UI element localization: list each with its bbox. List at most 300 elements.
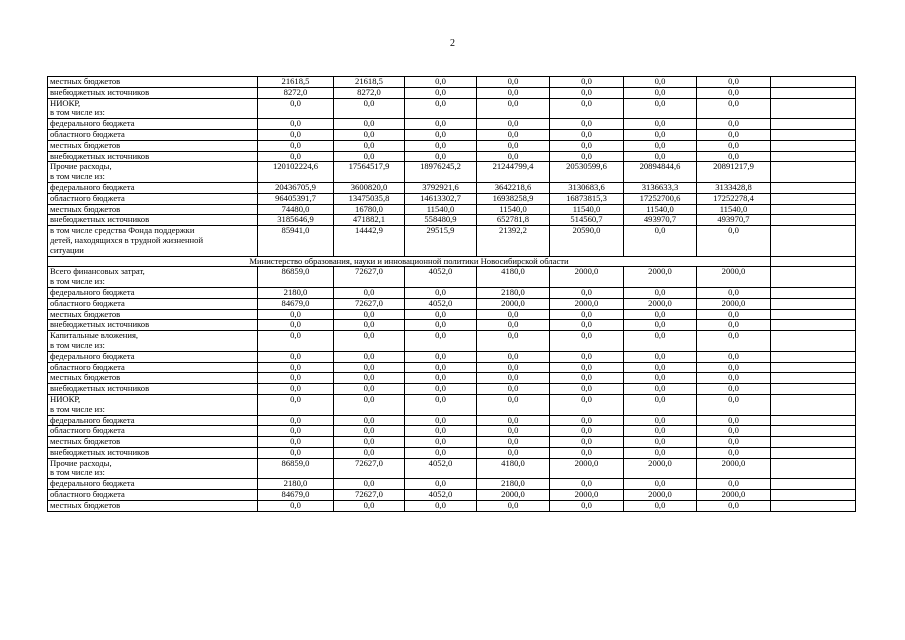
table-row: [48, 490, 856, 501]
row-label-line: федерального бюджета: [50, 287, 135, 297]
row-label: [48, 129, 258, 140]
table-cell-value: 0,0: [697, 426, 771, 437]
table-cell-extra: [771, 182, 856, 193]
table-cell-value: 0,0: [697, 362, 771, 373]
table-row: [48, 87, 856, 98]
table-cell-value: 0,0: [477, 309, 550, 320]
table-cell-value: 0,0: [550, 426, 624, 437]
table-cell-value: 2180,0: [477, 479, 550, 490]
table-cell-value: 0,0: [405, 479, 477, 490]
row-label-line: внебюджетных источников: [50, 447, 150, 457]
table-row: [48, 267, 856, 288]
table-cell-value: 0,0: [697, 500, 771, 511]
row-label-line: детей, находящихся в трудной жизненной: [50, 234, 204, 245]
table-cell-extra: [771, 162, 856, 183]
row-label-line: федерального бюджета: [50, 182, 135, 192]
row-label: [48, 384, 258, 395]
table-cell-value: 0,0: [405, 98, 477, 119]
table-row: [48, 394, 856, 415]
table-cell-value: 0,0: [697, 437, 771, 448]
table-cell-value: 0,0: [405, 129, 477, 140]
table-cell-value: 3133428,8: [697, 182, 771, 193]
row-label: [48, 226, 258, 256]
table-cell-value: 0,0: [550, 373, 624, 384]
table-cell-value: 0,0: [334, 437, 405, 448]
table-cell-value: 0,0: [334, 140, 405, 151]
table-cell-value: 0,0: [405, 373, 477, 384]
table-cell-value: 16873815,3: [550, 193, 624, 204]
table-cell-value: 0,0: [697, 394, 771, 415]
table-cell-value: 0,0: [405, 309, 477, 320]
row-label-line: в том числе из:: [50, 403, 105, 414]
table-cell-value: 0,0: [405, 500, 477, 511]
table-cell-extra: [771, 394, 856, 415]
table-cell-value: 14442,9: [334, 226, 405, 256]
table-cell-value: 14613302,7: [405, 193, 477, 204]
row-label: [48, 215, 258, 226]
table-cell-value: 0,0: [624, 320, 697, 331]
table-cell-value: 0,0: [697, 119, 771, 130]
row-label: [48, 77, 258, 88]
row-label-line: местных бюджетов: [50, 204, 121, 214]
table-cell-value: 21244799,4: [477, 162, 550, 183]
row-label: [48, 182, 258, 193]
table-row: [48, 77, 856, 88]
table-cell-value: 96405391,7: [258, 193, 334, 204]
table-cell-value: 0,0: [477, 384, 550, 395]
table-row: [48, 458, 856, 479]
table-cell-value: 0,0: [258, 320, 334, 331]
table-cell-value: 0,0: [405, 415, 477, 426]
row-label-line: в том числе из:: [50, 276, 105, 287]
table-body-top: [48, 77, 856, 257]
table-cell-value: 11540,0: [550, 204, 624, 215]
table-cell-extra: [771, 87, 856, 98]
table-cell-extra: [771, 331, 856, 352]
table-cell-value: 21618,5: [258, 77, 334, 88]
table-cell-value: 17564517,9: [334, 162, 405, 183]
table-cell-value: 0,0: [477, 373, 550, 384]
table-cell-value: 0,0: [697, 77, 771, 88]
row-label: [48, 426, 258, 437]
table-cell-value: 0,0: [697, 447, 771, 458]
row-label-line: федерального бюджета: [50, 415, 135, 425]
table-cell-value: 0,0: [258, 426, 334, 437]
table-cell-value: 0,0: [550, 500, 624, 511]
table-cell-value: 0,0: [334, 394, 405, 415]
table-cell-value: 0,0: [258, 373, 334, 384]
table-row: [48, 215, 856, 226]
table-cell-value: 0,0: [624, 426, 697, 437]
row-label: [48, 320, 258, 331]
table-cell-value: 0,0: [624, 119, 697, 130]
table-cell-value: 0,0: [405, 320, 477, 331]
table-cell-value: 20894844,6: [624, 162, 697, 183]
row-label: [48, 479, 258, 490]
table-cell-extra: [771, 215, 856, 226]
row-label-line: федерального бюджета: [50, 118, 135, 129]
table-cell-value: 0,0: [405, 287, 477, 298]
table-cell-value: 0,0: [550, 151, 624, 162]
table-cell-value: 0,0: [697, 479, 771, 490]
table-cell-value: 2000,0: [624, 267, 697, 288]
table-cell-value: 0,0: [624, 373, 697, 384]
row-label: [48, 162, 258, 183]
table-cell-value: 0,0: [697, 87, 771, 98]
table-row: [48, 140, 856, 151]
table-cell-value: 0,0: [334, 426, 405, 437]
table-row: [48, 182, 856, 193]
table-cell-value: 2000,0: [624, 458, 697, 479]
table-cell-value: 0,0: [550, 331, 624, 352]
table-section-header-body: [48, 256, 856, 267]
table-cell-extra: [771, 384, 856, 395]
table-cell-value: 72627,0: [334, 490, 405, 501]
table-cell-value: 0,0: [405, 426, 477, 437]
table-cell-value: 2000,0: [624, 298, 697, 309]
table-cell-extra: [771, 226, 856, 256]
table-cell-value: 0,0: [624, 362, 697, 373]
row-label: [48, 351, 258, 362]
table-cell-value: 0,0: [550, 77, 624, 88]
table-cell-extra: [771, 267, 856, 288]
table-row: [48, 500, 856, 511]
table-cell-value: 84679,0: [258, 490, 334, 501]
table-cell-value: 0,0: [405, 351, 477, 362]
table-cell-value: 72627,0: [334, 267, 405, 288]
table-cell-value: 4052,0: [405, 267, 477, 288]
table-cell-value: 0,0: [405, 77, 477, 88]
budget-table: [47, 76, 856, 512]
row-label-line: ситуации: [50, 244, 84, 255]
table-cell-extra: [771, 77, 856, 88]
table-cell-value: 8272,0: [334, 87, 405, 98]
table-cell-value: 0,0: [697, 309, 771, 320]
row-label: [48, 458, 258, 479]
row-label-line: федерального бюджета: [50, 478, 135, 489]
table-cell-value: 21618,5: [334, 77, 405, 88]
table-cell-value: 0,0: [624, 331, 697, 352]
table-cell-extra: [771, 437, 856, 448]
table-cell-value: 84679,0: [258, 298, 334, 309]
row-label: [48, 447, 258, 458]
table-cell-value: 0,0: [697, 415, 771, 426]
table-row: [48, 287, 856, 298]
table-cell-value: 0,0: [550, 447, 624, 458]
table-cell-value: 514560,7: [550, 215, 624, 226]
table-row: [48, 479, 856, 490]
table-cell-value: 21392,2: [477, 226, 550, 256]
table-cell-value: 0,0: [550, 287, 624, 298]
table-cell-value: 0,0: [334, 447, 405, 458]
table-cell-value: 0,0: [477, 500, 550, 511]
row-label-line: областного бюджета: [50, 489, 125, 500]
table-cell-extra: [771, 362, 856, 373]
table-cell-value: 0,0: [477, 331, 550, 352]
table-cell-value: 0,0: [624, 351, 697, 362]
table-cell-value: 86859,0: [258, 458, 334, 479]
table-cell-value: 3792921,6: [405, 182, 477, 193]
section-title: Министерство образования, науки и инновационной политики Новосибирской области: [48, 256, 771, 267]
table-cell-value: 0,0: [334, 415, 405, 426]
table-cell-value: 0,0: [697, 331, 771, 352]
table-row: [48, 204, 856, 215]
table-cell-value: 0,0: [334, 479, 405, 490]
row-label: [48, 394, 258, 415]
table-cell-value: 0,0: [258, 437, 334, 448]
table-cell-value: 0,0: [477, 320, 550, 331]
table-cell-value: 0,0: [624, 287, 697, 298]
table-cell-value: 2000,0: [477, 298, 550, 309]
table-cell-value: 2000,0: [697, 490, 771, 501]
table-cell-value: 0,0: [477, 437, 550, 448]
table-cell-value: 3130683,6: [550, 182, 624, 193]
table-cell-value: 20436705,9: [258, 182, 334, 193]
table-cell-value: 0,0: [697, 351, 771, 362]
table-cell-value: 0,0: [477, 151, 550, 162]
table-cell-value: 8272,0: [258, 87, 334, 98]
table-cell-value: 0,0: [624, 500, 697, 511]
table-cell-value: 86859,0: [258, 267, 334, 288]
row-label-line: областного бюджета: [50, 298, 125, 308]
table-cell-value: 0,0: [334, 373, 405, 384]
table-row: [48, 426, 856, 437]
table-cell-value: 4180,0: [477, 458, 550, 479]
table-cell-value: 0,0: [697, 287, 771, 298]
row-label-line: внебюджетных источников: [50, 214, 150, 225]
table-row: [48, 351, 856, 362]
table-cell-value: 2180,0: [477, 287, 550, 298]
table-cell-value: 0,0: [477, 426, 550, 437]
table-cell-value: 11540,0: [697, 204, 771, 215]
table-cell-value: 0,0: [550, 129, 624, 140]
table-cell-value: 0,0: [405, 331, 477, 352]
table-cell-extra: [771, 415, 856, 426]
page-number: 2: [450, 38, 455, 49]
table-row: [48, 309, 856, 320]
table-cell-value: 4052,0: [405, 298, 477, 309]
table-cell-extra: [771, 140, 856, 151]
table-cell-value: 0,0: [258, 331, 334, 352]
table-row: [48, 320, 856, 331]
table-body-bottom: [48, 267, 856, 511]
row-label-line: местных бюджетов: [50, 140, 121, 150]
table-cell-value: 0,0: [258, 415, 334, 426]
row-label: [48, 267, 258, 288]
table-cell-value: 11540,0: [405, 204, 477, 215]
table-cell-value: 0,0: [334, 129, 405, 140]
row-label-line: федерального бюджета: [50, 351, 135, 361]
table-cell-extra: [771, 287, 856, 298]
table-cell-value: 0,0: [477, 447, 550, 458]
table-cell-value: 18976245,2: [405, 162, 477, 183]
table-cell-value: 0,0: [334, 500, 405, 511]
row-label-line: Всего финансовых затрат,: [50, 266, 145, 277]
table-cell-value: 0,0: [624, 140, 697, 151]
table-cell-value: 0,0: [624, 415, 697, 426]
table-cell-value: 0,0: [477, 415, 550, 426]
table-cell-value: 16938258,9: [477, 193, 550, 204]
table-cell-value: 0,0: [697, 320, 771, 331]
table-cell-extra: [771, 298, 856, 309]
table-cell-value: 0,0: [334, 320, 405, 331]
row-label: [48, 415, 258, 426]
table-row: [48, 331, 856, 352]
table-cell-value: 0,0: [334, 309, 405, 320]
table-cell-value: 74480,0: [258, 204, 334, 215]
table-cell-value: 0,0: [624, 309, 697, 320]
table-cell-value: 0,0: [697, 140, 771, 151]
table-cell-value: 3642218,6: [477, 182, 550, 193]
table-cell-value: 0,0: [624, 77, 697, 88]
table-cell-value: 0,0: [405, 119, 477, 130]
table-cell-value: 0,0: [258, 309, 334, 320]
table-cell-value: 0,0: [697, 129, 771, 140]
row-label-line: местных бюджетов: [50, 309, 121, 319]
table-cell-value: 0,0: [334, 287, 405, 298]
table-cell-value: 4180,0: [477, 267, 550, 288]
table-cell-value: 0,0: [334, 331, 405, 352]
table-cell-value: 20891217,9: [697, 162, 771, 183]
table-cell-value: 0,0: [624, 87, 697, 98]
table-cell-value: 120102224,6: [258, 162, 334, 183]
table-cell-value: 17252278,4: [697, 193, 771, 204]
table-cell-value: 0,0: [258, 447, 334, 458]
table-cell-value: 0,0: [624, 129, 697, 140]
table-cell-value: 0,0: [477, 362, 550, 373]
row-label-line: в том числе средства Фонда поддержки: [50, 225, 195, 236]
table-row: [48, 162, 856, 183]
row-label-line: внебюджетных источников: [50, 319, 150, 330]
table-cell-value: 0,0: [405, 140, 477, 151]
row-label-line: Капитальные вложения,: [50, 330, 139, 341]
table-cell-extra: [771, 151, 856, 162]
table-cell-value: 2000,0: [550, 490, 624, 501]
table-cell-value: 0,0: [334, 98, 405, 119]
table-cell-value: 0,0: [624, 447, 697, 458]
table-cell-value: 0,0: [258, 151, 334, 162]
row-label-line: местных бюджетов: [50, 372, 121, 383]
table-cell-value: 3185646,9: [258, 215, 334, 226]
table-cell-extra: [771, 500, 856, 511]
row-label: [48, 151, 258, 162]
table-cell-value: 11540,0: [477, 204, 550, 215]
table-cell-value: 2000,0: [550, 298, 624, 309]
table-cell-value: 0,0: [405, 447, 477, 458]
table-cell-value: 4052,0: [405, 490, 477, 501]
table-cell-value: 0,0: [258, 129, 334, 140]
table-cell-value: 0,0: [550, 362, 624, 373]
table-cell-value: 3136633,3: [624, 182, 697, 193]
row-label-line: Прочие расходы,: [50, 458, 112, 468]
row-label: [48, 140, 258, 151]
row-label-line: местных бюджетов: [50, 76, 121, 86]
table-cell-extra: [771, 309, 856, 320]
table-cell-value: 0,0: [550, 384, 624, 395]
table-cell-value: 0,0: [477, 119, 550, 130]
row-label-line: внебюджетных источников: [50, 87, 150, 97]
table-cell-extra: [771, 458, 856, 479]
table-cell-extra: [771, 119, 856, 130]
row-label-line: Прочие расходы,: [50, 161, 112, 172]
table-cell-extra: [771, 193, 856, 204]
row-label-line: областного бюджета: [50, 362, 125, 372]
table-cell-value: 0,0: [624, 226, 697, 256]
table-row: [48, 362, 856, 373]
table-cell-value: 0,0: [477, 129, 550, 140]
table-cell-value: 0,0: [550, 415, 624, 426]
table-cell-value: 0,0: [477, 140, 550, 151]
table-cell-extra: [771, 204, 856, 215]
table-cell-value: 0,0: [550, 98, 624, 119]
table-row: [48, 437, 856, 448]
table-cell-value: 2000,0: [624, 490, 697, 501]
table-cell-value: 0,0: [405, 362, 477, 373]
table-cell-extra: [771, 98, 856, 119]
table-cell-value: 0,0: [334, 151, 405, 162]
table-cell-value: 0,0: [624, 394, 697, 415]
table-row: [48, 98, 856, 119]
table-cell-value: 0,0: [258, 351, 334, 362]
table-cell-value: 0,0: [477, 394, 550, 415]
table-cell-value: 0,0: [477, 87, 550, 98]
row-label: [48, 193, 258, 204]
table-cell-extra: [771, 373, 856, 384]
table-cell-value: 652781,8: [477, 215, 550, 226]
row-label: [48, 331, 258, 352]
row-label-line: областного бюджета: [50, 425, 125, 436]
table-cell-value: 2000,0: [477, 490, 550, 501]
table-cell-value: 2000,0: [697, 458, 771, 479]
table-cell-value: 0,0: [550, 309, 624, 320]
table-cell-value: 2180,0: [258, 287, 334, 298]
table-cell-value: 0,0: [624, 98, 697, 119]
table-cell-extra: [771, 129, 856, 140]
row-label-line: местных бюджетов: [50, 436, 121, 447]
table-cell-value: 0,0: [477, 351, 550, 362]
row-label: [48, 98, 258, 119]
table-cell-value: 11540,0: [624, 204, 697, 215]
row-label-line: в том числе из:: [50, 171, 105, 182]
row-label: [48, 490, 258, 501]
table-cell-value: 0,0: [550, 351, 624, 362]
table-cell-value: 0,0: [405, 394, 477, 415]
row-label-line: областного бюджета: [50, 193, 125, 203]
row-label: [48, 87, 258, 98]
row-label: [48, 500, 258, 511]
row-label: [48, 204, 258, 215]
table-cell-value: 0,0: [624, 479, 697, 490]
table-cell-value: 17252700,6: [624, 193, 697, 204]
table-cell-value: 0,0: [334, 384, 405, 395]
table-cell-value: 0,0: [258, 98, 334, 119]
table-row: [48, 129, 856, 140]
table-row: [48, 193, 856, 204]
table-cell-extra: [771, 426, 856, 437]
row-label-line: в том числе из:: [50, 107, 105, 118]
table-cell-value: 72627,0: [334, 458, 405, 479]
table-cell-value: 0,0: [258, 500, 334, 511]
table-cell-value: 0,0: [624, 384, 697, 395]
row-label-line: НИОКР,: [50, 394, 81, 404]
row-label: [48, 373, 258, 384]
table-cell-value: 0,0: [258, 394, 334, 415]
row-label-line: областного бюджета: [50, 129, 125, 139]
row-label-line: в том числе из:: [50, 339, 105, 350]
table-cell-extra: [771, 351, 856, 362]
row-label-line: НИОКР,: [50, 98, 81, 108]
table-cell-value: 0,0: [550, 479, 624, 490]
